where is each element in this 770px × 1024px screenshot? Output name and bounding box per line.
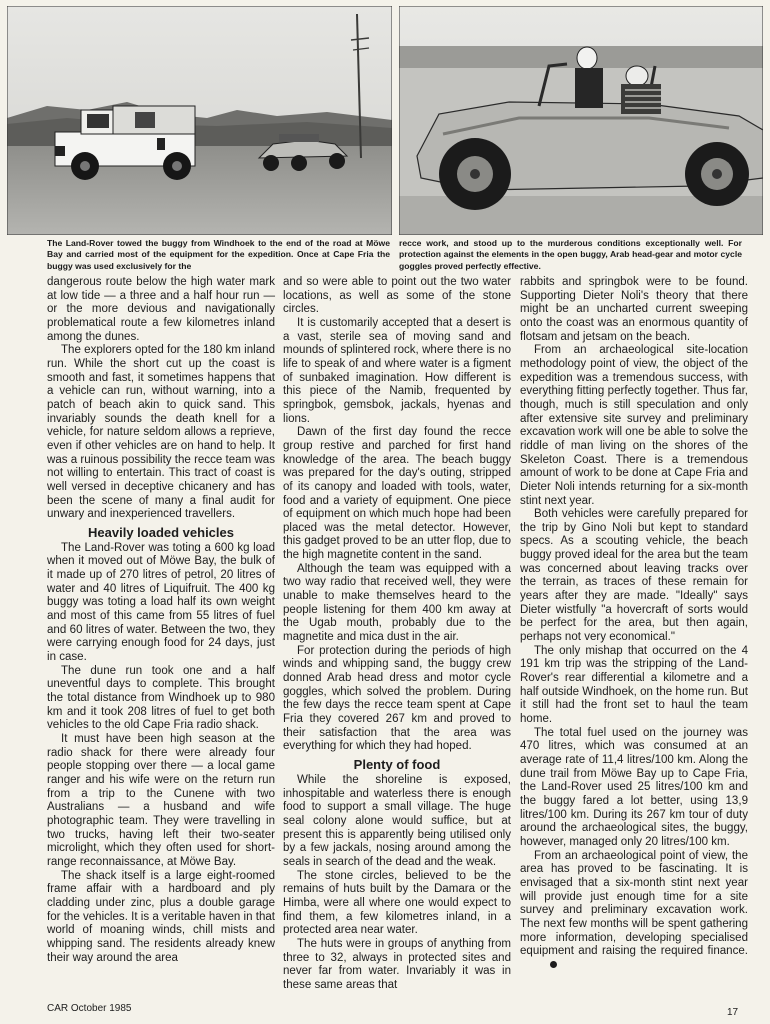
subheading-heavily-loaded: Heavily loaded vehicles (88, 524, 234, 540)
paragraph: While the shoreline is exposed, inhospitable and waterless there is enough food to support a small village. The huge seal colony alone would suffice, but at present this is apparently being utilised only by a few jackals, nosing around among the seals in search of the dead and the weak. (283, 773, 511, 868)
paragraph: It must have been high season at the radio shack for there were already four people stopping over there — a local game ranger and his wife were on the return run from a trip to the Cunene with two Australians — a husband and wife photographic team. They were travelling in two trucks, having left their two-seater microlight, which they often used for short-range reconnaissance, at Möwe Bay. (47, 733, 275, 868)
paragraph: Dawn of the first day found the recce group restive and parched for first hand knowledge of the area. The beach buggy was prepared for the day's outing, stripped of its canopy and loaded with tools, water, food and a variety of equipment. One piece of equipment on which much hope had been placed was the metal detector. However, this gadget proved to be an utter flop, due to the high magnetite content in the sand. (283, 426, 511, 562)
paragraph: The dune run took one and a half uneventful days to complete. This brought the total distance from Windhoek up to 980 km and it took 208 litres of fuel to get both vehicles to the old Cape Fria radio shack. (47, 664, 275, 732)
article-column-2 (283, 276, 511, 992)
end-of-article-bullet-icon (550, 961, 557, 968)
paragraph: The total fuel used on the journey was 470 litres, which was consumed at an average rate of 11,4 litres/100 km. Along the dune trail from Möwe Bay up to Cape Fria, the Land-Rover used 25 litres/100 km and the buggy fared a lot better, using 13,9 litres/100 km. During its 267 km tour of duty around the archaeological sites, the buggy, however, managed only 20 litres/100 km. (520, 726, 748, 848)
paragraph: The only mishap that occurred on the 4 191 km trip was the stripping of the Land-Rover's rear differential a kilometre and a half outside Windhoek, on the home run. But it still had the front set to haul the team home. (520, 644, 748, 725)
paragraph: For protection during the periods of high winds and whipping sand, the buggy crew donned Arab head dress and motor cycle goggles, which solved the problem. During the few days the recce team spent at Cape Fria they covered 267 km and proved to their satisfaction that the area was everything for which they had hoped. (283, 644, 511, 753)
buggy-closeup-illustration (399, 6, 763, 235)
paragraph: From an archaeological site-location methodology point of view, the object of the expedition was a tremendous success, with everything fitting perfectly together. Thus far, though, much is still speculation and only after extensive site survey and preliminary excavation work will one be able to solve the riddle of man living on the shores of the Skeleton Coast. There is a tremendous amount of work to be done at Cape Fria and Dieter Noli intends returning for a six-month stint next year. (520, 344, 748, 507)
final-paragraph-text: From an archaeological point of view, the area has proved to be fascinating. It is envisaged that a six-month stint next year will provide just enough time for a site survey and preliminary excavation work. The next few months will be spent gathering more information, developing specialised equipment and raising the required finance. (520, 849, 748, 958)
subheading-plenty-of-food: Plenty of food (353, 756, 441, 772)
photo-landrover-and-buggy (7, 6, 392, 235)
paragraph-final (520, 850, 748, 973)
paragraph: Both vehicles were carefully prepared for the trip by Gino Noli but kept to standard specs. As a scouting vehicle, the beach buggy proved ideal for the area but the team was concerned about leaving tracks over the terrain, as traces of these remain for years after they are made. "Ideally" says Dieter wistfully "a hovercraft of sorts would be perfect for the area, but then again, perhaps not very economical." (520, 508, 748, 644)
paragraph: Although the team was equipped with a two way radio that received well, they were unable to make themselves heard to the people listening for them 400 km away at the Ugab mouth, probably due to the magnetite and mica dust in the air. (283, 562, 511, 644)
article-column-1 (47, 276, 275, 965)
photo-caption-left: The Land-Rover towed the buggy from Windhoek to the end of the road at Möwe Bay and carried most of the equipment for the expedition. Once at Cape Fria the buggy was used exclusively for the (47, 238, 390, 271)
paragraph: The stone circles, believed to be the remains of huts built by the Damara or the Himba, were all where one would expect to find them, a few kilometres inland, in a protected area near water. (283, 869, 511, 937)
page-number: 17 (727, 1007, 739, 1018)
landrover-buggy-illustration (7, 6, 392, 235)
paragraph: The Land-Rover was toting a 600 kg load when it moved out of Möwe Bay, the bulk of it made up of 270 litres of petrol, 20 litres of water and 40 litres of Liquifruit. The 400 kg buggy was toting a load half its own weight and most of this came from 55 litres of fuel and 60 litres of water. Between the two, they were carrying enough food for 24 days, just in case. (47, 541, 275, 664)
paragraph: The shack itself is a large eight-roomed frame affair with a hardboard and ply cladding under zinc, plus a double garage for the vehicles. It is a veritable haven in that world of moaning winds, chill mists and whipping sand. The residents already knew their way around the area (47, 869, 275, 964)
paragraph: The huts were in groups of anything from three to 32, always in protected sites and never far from water. Invariably it was in these same areas that (283, 937, 511, 991)
footer-publication: CAR October 1985 (47, 1003, 132, 1014)
photo-caption-right: recce work, and stood up to the murderous conditions exceptionally well. For protection against the elements in the open buggy, Arab head-gear and motor cycle goggles proved perfectly effective. (399, 238, 742, 271)
paragraph: rabbits and springbok were to be found. Supporting Dieter Noli's theory that there might be an uncharted current sweeping onto the coast was an enormous quantity of flotsam and jetsam on the beach. (520, 276, 748, 343)
paragraph: The explorers opted for the 180 km inland run. While the short cut up the coast is smooth and fast, it sometimes happens that a vehicle can run, without warning, into a patch of beach akin to quick sand. This invariably sounds the death knell for a vehicle, for nature seldom allows a reprieve, even if other vehicles are on hand to help. It was a ruinous possibility the recce team was not willing to entertain. This tract of coast is well versed in deceptive chicanery and has been the scene of many a final audit for unwary and inexperienced travellers. (47, 344, 275, 521)
article-column-3 (520, 276, 748, 972)
paragraph: and so were able to point out the two water locations, as well as some of the stone circles. (283, 276, 511, 316)
photo-buggy-closeup (399, 6, 763, 235)
paragraph: It is customarily accepted that a desert is a vast, sterile sea of moving sand and mounds of splintered rock, where there is no life to speak of and where water is a figment of sunbaked imagination. How different is this piece of the Namib, frequented by springbok, gemsbok, jackals, hyenas and lions. (283, 316, 511, 425)
paragraph: dangerous route below the high water mark at low tide — a three and a half hour run — or the more devious and navigationally problematical route a few kilometres inland among the dunes. (47, 276, 275, 343)
